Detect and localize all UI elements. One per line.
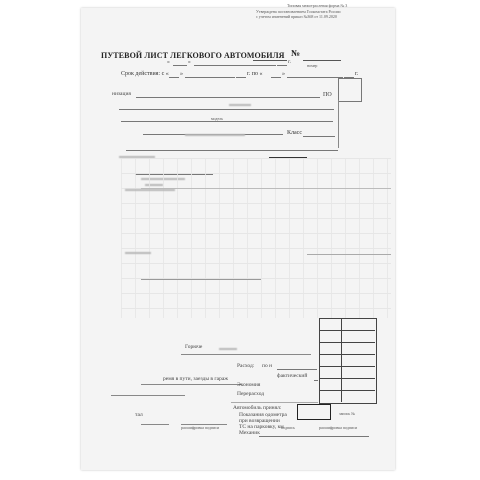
task-caption-blur-2	[125, 252, 151, 254]
consumption-norm: по н	[262, 363, 273, 369]
economy-label: Экономия	[237, 382, 261, 388]
consumption-actual-line	[314, 380, 318, 381]
date-quote-close: »	[188, 59, 191, 65]
date-year-suffix: г.	[288, 59, 292, 65]
organization-line-2	[119, 109, 334, 110]
task-grid	[121, 158, 391, 318]
task-grid-rule-3	[307, 254, 391, 255]
fuel-row-6	[319, 390, 375, 391]
fuel-caption-blur	[219, 348, 237, 350]
number-sign: №	[291, 48, 301, 58]
date-year-line	[277, 65, 287, 66]
vehicle-parking-label: ТС на парковку, км	[239, 424, 284, 430]
fuel-row-5	[319, 378, 375, 379]
validity-label: Срок действия: с «	[121, 71, 169, 77]
fuel-line	[181, 354, 311, 355]
class-line	[303, 136, 335, 137]
form-header-line1: Типовая межотраслевая форма № 3	[287, 3, 348, 8]
okpo-label: ПО	[323, 92, 332, 98]
route-line	[141, 384, 241, 385]
validity-to-month-line	[287, 77, 343, 78]
validity-year-mid: г. по «	[247, 71, 263, 77]
fuel-row-3	[319, 354, 375, 355]
consumption-norm-line	[277, 369, 317, 370]
title-fill-line	[253, 60, 287, 61]
number-fill-line	[303, 60, 341, 61]
organization-caption-blur	[229, 104, 251, 106]
date-month-line	[194, 65, 276, 66]
mechanic-label: Механик	[239, 430, 260, 436]
bottom-sign-line-1	[141, 424, 169, 425]
vehicle-line	[121, 121, 333, 122]
form-header-line2: Утверждена постановлением Госкомстата России	[256, 9, 341, 14]
validity-from-year-line	[236, 77, 246, 78]
bottom-caption-3: расшифровка подписи	[319, 425, 358, 430]
codes-column-left-border	[338, 100, 339, 148]
form-header-line3: с учетом изменений приказ №368 от 11.09.2020	[256, 14, 337, 19]
date-quote-open: «	[167, 59, 170, 65]
bottom-caption-2: подпись	[281, 425, 295, 430]
fuel-row-2	[319, 342, 375, 343]
date-day-line	[173, 65, 187, 66]
fuel-label: Горюче	[185, 344, 203, 350]
record-label: запись №	[339, 411, 355, 416]
validity-quote-close: »	[180, 71, 183, 77]
route-caption: ремя в пути, заезды в гараж	[163, 376, 229, 382]
odometer-box[interactable]	[297, 404, 331, 420]
fuel-row-4	[319, 366, 375, 367]
car-received-label: Автомобиль принял:	[233, 405, 282, 411]
organization-line	[136, 97, 320, 98]
codes-column-top	[338, 78, 362, 102]
validity-from-month-line	[185, 77, 235, 78]
form-title: ПУТЕВОЙ ЛИСТ ЛЕГКОВОГО АВТОМОБИЛЯ	[101, 51, 285, 60]
class-label: Класс	[287, 130, 302, 136]
consumption-actual: фактический	[277, 373, 308, 379]
mechanic-line	[259, 436, 369, 437]
vehicle-caption-blur-2	[185, 134, 245, 136]
driver-line	[126, 150, 338, 151]
waybill-form-sheet	[81, 3, 395, 470]
overrun-label: Перерасход	[237, 391, 265, 397]
bottom-left-label: тал	[135, 412, 143, 418]
overrun-line	[231, 402, 318, 403]
organization-label: низация	[112, 91, 131, 97]
task-grid-rule	[141, 188, 391, 189]
odometer-label-2: при возвращении	[239, 418, 280, 424]
consumption-label: Расход:	[237, 363, 255, 369]
number-caption[interactable]: номер	[307, 63, 318, 68]
validity-quote-close-2: »	[282, 71, 285, 77]
validity-to-day-line	[271, 77, 281, 78]
route-line-2	[111, 395, 185, 396]
validity-year-end: г.	[355, 71, 359, 77]
fuel-row-1	[319, 330, 375, 331]
task-grid-rule-2	[141, 279, 261, 280]
task-caption-blur	[125, 189, 175, 191]
odometer-label-1: Показания одометра	[239, 412, 287, 418]
bottom-caption-1: расшифровка подписи	[181, 425, 220, 430]
validity-from-day-line	[169, 77, 179, 78]
vehicle-caption: модель	[211, 116, 224, 121]
